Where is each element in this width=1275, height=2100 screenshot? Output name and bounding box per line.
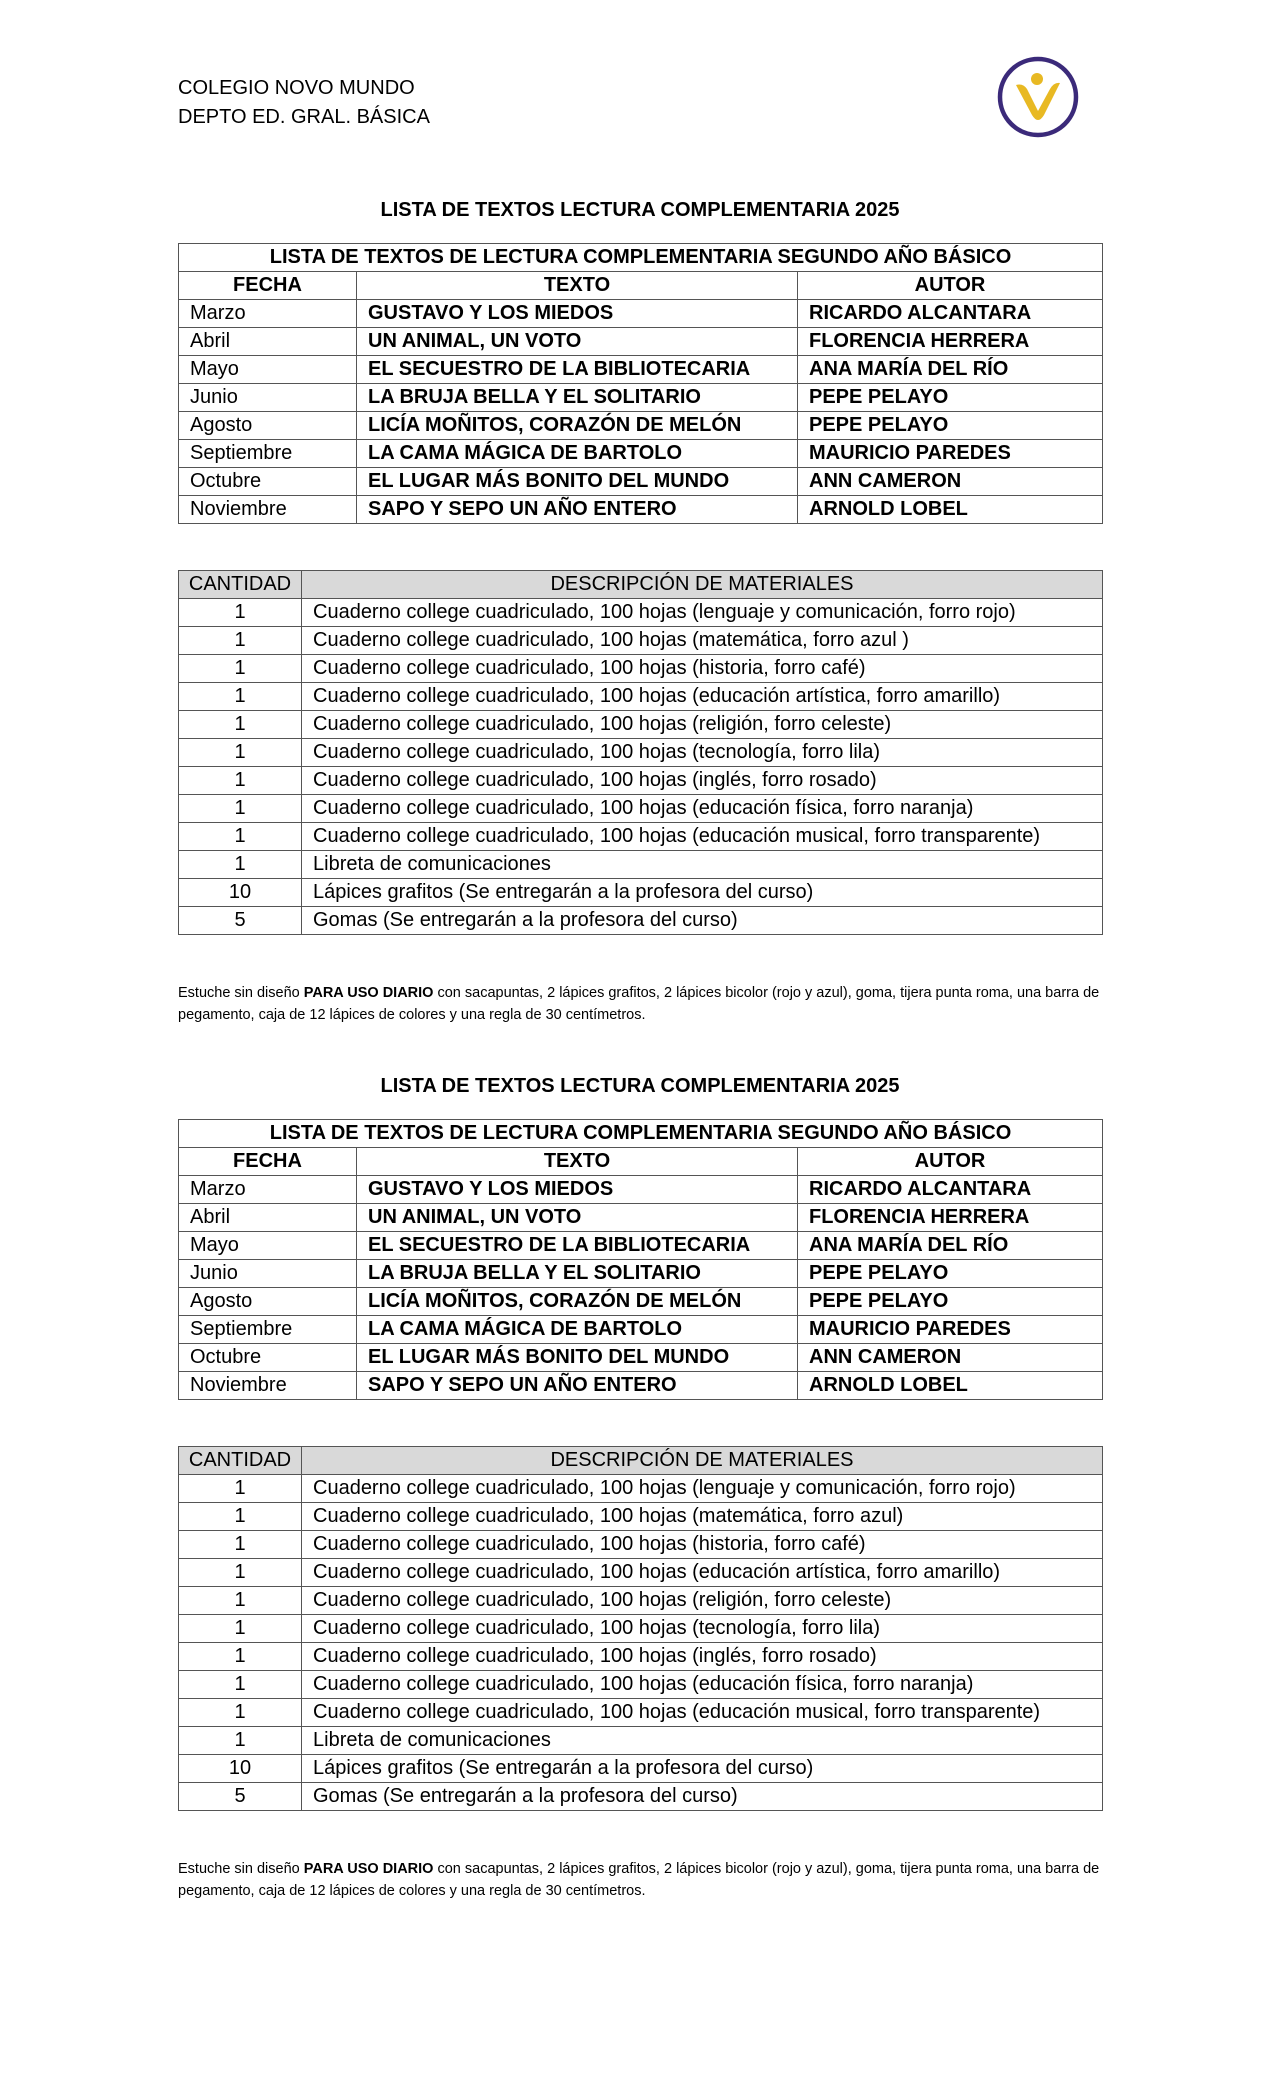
table-row bbox=[179, 1643, 1103, 1671]
book-title: LICÍA MOÑITOS, CORAZÓN DE MELÓN bbox=[357, 1288, 798, 1316]
material-quantity: 1 bbox=[179, 1699, 302, 1727]
col-header-cantidad: CANTIDAD bbox=[179, 1447, 302, 1475]
material-quantity: 1 bbox=[179, 1643, 302, 1671]
material-quantity: 1 bbox=[179, 1475, 302, 1503]
material-quantity: 1 bbox=[179, 1671, 302, 1699]
books-table bbox=[178, 1119, 1103, 1400]
book-month: Abril bbox=[179, 1204, 357, 1232]
book-title: EL LUGAR MÁS BONITO DEL MUNDO bbox=[357, 468, 798, 496]
book-month: Junio bbox=[179, 384, 357, 412]
book-month: Agosto bbox=[179, 1288, 357, 1316]
reading-list-section-1 bbox=[178, 196, 1102, 1041]
book-author: ARNOLD LOBEL bbox=[798, 1372, 1103, 1400]
table-row bbox=[179, 627, 1103, 655]
table-row bbox=[179, 599, 1103, 627]
table-row bbox=[179, 1475, 1103, 1503]
book-title: UN ANIMAL, UN VOTO bbox=[357, 328, 798, 356]
materials-table bbox=[178, 1446, 1103, 1811]
col-header-fecha: FECHA bbox=[179, 272, 357, 300]
table-row bbox=[179, 496, 1103, 524]
material-description: Libreta de comunicaciones bbox=[302, 1727, 1103, 1755]
col-header-cantidad: CANTIDAD bbox=[179, 571, 302, 599]
table-row bbox=[179, 739, 1103, 767]
table-row bbox=[179, 384, 1103, 412]
book-title: LA BRUJA BELLA Y EL SOLITARIO bbox=[357, 384, 798, 412]
book-title: EL SECUESTRO DE LA BIBLIOTECARIA bbox=[357, 356, 798, 384]
material-description: Lápices grafitos (Se entregarán a la profesora del curso) bbox=[302, 879, 1103, 907]
book-author: PEPE PELAYO bbox=[798, 1288, 1103, 1316]
book-title: LA BRUJA BELLA Y EL SOLITARIO bbox=[357, 1260, 798, 1288]
table-row bbox=[179, 1260, 1103, 1288]
book-month: Noviembre bbox=[179, 1372, 357, 1400]
material-description: Cuaderno college cuadriculado, 100 hojas (matemática, forro azul ) bbox=[302, 627, 1103, 655]
book-title: EL LUGAR MÁS BONITO DEL MUNDO bbox=[357, 1344, 798, 1372]
material-description: Cuaderno college cuadriculado, 100 hojas (educación musical, forro transparente) bbox=[302, 1699, 1103, 1727]
table-row bbox=[179, 1587, 1103, 1615]
material-quantity: 10 bbox=[179, 879, 302, 907]
book-author: MAURICIO PAREDES bbox=[798, 1316, 1103, 1344]
material-description: Cuaderno college cuadriculado, 100 hojas (inglés, forro rosado) bbox=[302, 1643, 1103, 1671]
section-title: LISTA DE TEXTOS LECTURA COMPLEMENTARIA 2025 bbox=[380, 1075, 900, 1097]
table-row bbox=[179, 1615, 1103, 1643]
material-description: Cuaderno college cuadriculado, 100 hojas (religión, forro celeste) bbox=[302, 1587, 1103, 1615]
col-header-autor: AUTOR bbox=[798, 1148, 1103, 1176]
book-month: Septiembre bbox=[179, 440, 357, 468]
material-description: Cuaderno college cuadriculado, 100 hojas (tecnología, forro lila) bbox=[302, 1615, 1103, 1643]
material-quantity: 1 bbox=[179, 1531, 302, 1559]
book-title: SAPO Y SEPO UN AÑO ENTERO bbox=[357, 496, 798, 524]
material-quantity: 5 bbox=[179, 1783, 302, 1811]
table-row bbox=[179, 1344, 1103, 1372]
material-quantity: 1 bbox=[179, 683, 302, 711]
table-row bbox=[179, 1232, 1103, 1260]
book-month: Octubre bbox=[179, 468, 357, 496]
table-row bbox=[179, 907, 1103, 935]
table-row bbox=[179, 1783, 1103, 1811]
book-author: ANA MARÍA DEL RÍO bbox=[798, 356, 1103, 384]
materials-table bbox=[178, 570, 1103, 935]
book-month: Abril bbox=[179, 328, 357, 356]
table-row bbox=[179, 711, 1103, 739]
col-header-descripcion: DESCRIPCIÓN DE MATERIALES bbox=[302, 1447, 1103, 1475]
table-row bbox=[179, 1372, 1103, 1400]
book-author: RICARDO ALCANTARA bbox=[798, 300, 1103, 328]
book-author: ANN CAMERON bbox=[798, 1344, 1103, 1372]
col-header-fecha: FECHA bbox=[179, 1148, 357, 1176]
book-title: GUSTAVO Y LOS MIEDOS bbox=[357, 300, 798, 328]
material-description: Cuaderno college cuadriculado, 100 hojas (lenguaje y comunicación, forro rojo) bbox=[302, 1475, 1103, 1503]
material-quantity: 1 bbox=[179, 1503, 302, 1531]
table-row bbox=[179, 795, 1103, 823]
book-author: ANN CAMERON bbox=[798, 468, 1103, 496]
material-quantity: 10 bbox=[179, 1755, 302, 1783]
table-row bbox=[179, 412, 1103, 440]
material-quantity: 1 bbox=[179, 627, 302, 655]
book-author: FLORENCIA HERRERA bbox=[798, 328, 1103, 356]
material-quantity: 1 bbox=[179, 767, 302, 795]
book-title: EL SECUESTRO DE LA BIBLIOTECARIA bbox=[357, 1232, 798, 1260]
table-row bbox=[179, 851, 1103, 879]
book-title: UN ANIMAL, UN VOTO bbox=[357, 1204, 798, 1232]
note-prefix: Estuche sin diseño bbox=[178, 1861, 304, 1877]
book-author: FLORENCIA HERRERA bbox=[798, 1204, 1103, 1232]
table-row bbox=[179, 328, 1103, 356]
novo-mundo-logo-icon bbox=[996, 55, 1080, 139]
table-row bbox=[179, 1176, 1103, 1204]
note-prefix: Estuche sin diseño bbox=[178, 985, 304, 1001]
material-description: Cuaderno college cuadriculado, 100 hojas (historia, forro café) bbox=[302, 655, 1103, 683]
book-title: LA CAMA MÁGICA DE BARTOLO bbox=[357, 1316, 798, 1344]
material-quantity: 1 bbox=[179, 599, 302, 627]
table-row bbox=[179, 767, 1103, 795]
material-quantity: 1 bbox=[179, 795, 302, 823]
material-description: Cuaderno college cuadriculado, 100 hojas (educación musical, forro transparente) bbox=[302, 823, 1103, 851]
table-row bbox=[179, 1559, 1103, 1587]
table-row bbox=[179, 879, 1103, 907]
books-table-caption: LISTA DE TEXTOS DE LECTURA COMPLEMENTARIA SEGUNDO AÑO BÁSICO bbox=[179, 244, 1103, 272]
school-name: COLEGIO NOVO MUNDO bbox=[178, 77, 415, 99]
books-table bbox=[178, 243, 1103, 524]
table-row bbox=[179, 1288, 1103, 1316]
material-description: Gomas (Se entregarán a la profesora del curso) bbox=[302, 907, 1103, 935]
material-description: Cuaderno college cuadriculado, 100 hojas (tecnología, forro lila) bbox=[302, 739, 1103, 767]
book-month: Junio bbox=[179, 1260, 357, 1288]
book-author: ARNOLD LOBEL bbox=[798, 496, 1103, 524]
table-row bbox=[179, 356, 1103, 384]
book-title: LICÍA MOÑITOS, CORAZÓN DE MELÓN bbox=[357, 412, 798, 440]
material-description: Cuaderno college cuadriculado, 100 hojas (lenguaje y comunicación, forro rojo) bbox=[302, 599, 1103, 627]
material-quantity: 1 bbox=[179, 1727, 302, 1755]
material-description: Cuaderno college cuadriculado, 100 hojas (historia, forro café) bbox=[302, 1531, 1103, 1559]
school-header bbox=[178, 74, 430, 132]
table-row bbox=[179, 440, 1103, 468]
material-description: Libreta de comunicaciones bbox=[302, 851, 1103, 879]
material-description: Cuaderno college cuadriculado, 100 hojas (educación física, forro naranja) bbox=[302, 795, 1103, 823]
books-table-caption: LISTA DE TEXTOS DE LECTURA COMPLEMENTARIA SEGUNDO AÑO BÁSICO bbox=[179, 1120, 1103, 1148]
book-title: SAPO Y SEPO UN AÑO ENTERO bbox=[357, 1372, 798, 1400]
col-header-autor: AUTOR bbox=[798, 272, 1103, 300]
note-emphasis: PARA USO DIARIO bbox=[303, 1861, 434, 1877]
table-row bbox=[179, 683, 1103, 711]
book-month: Mayo bbox=[179, 356, 357, 384]
material-description: Lápices grafitos (Se entregarán a la profesora del curso) bbox=[302, 1755, 1103, 1783]
col-header-descripcion: DESCRIPCIÓN DE MATERIALES bbox=[302, 571, 1103, 599]
pencil-case-note bbox=[178, 982, 1102, 1026]
table-row bbox=[179, 300, 1103, 328]
table-row bbox=[179, 1531, 1103, 1559]
table-row bbox=[179, 655, 1103, 683]
book-author: PEPE PELAYO bbox=[798, 384, 1103, 412]
material-quantity: 1 bbox=[179, 655, 302, 683]
material-quantity: 1 bbox=[179, 823, 302, 851]
material-quantity: 1 bbox=[179, 739, 302, 767]
book-author: PEPE PELAYO bbox=[798, 1260, 1103, 1288]
reading-list-section-2 bbox=[178, 1072, 1102, 1917]
table-row bbox=[179, 1727, 1103, 1755]
book-author: MAURICIO PAREDES bbox=[798, 440, 1103, 468]
book-month: Septiembre bbox=[179, 1316, 357, 1344]
note-suffix: con sacapuntas, 2 lápices grafitos, 2 lápices bicolor (rojo y azul), goma, tijera punta roma, una barra de pegamento, caja de 12 lápices de colores y una regla de 30 centímetros. bbox=[178, 985, 1100, 1023]
book-author: ANA MARÍA DEL RÍO bbox=[798, 1232, 1103, 1260]
book-month: Marzo bbox=[179, 300, 357, 328]
material-description: Cuaderno college cuadriculado, 100 hojas (matemática, forro azul) bbox=[302, 1503, 1103, 1531]
book-month: Noviembre bbox=[179, 496, 357, 524]
book-title: LA CAMA MÁGICA DE BARTOLO bbox=[357, 440, 798, 468]
material-description: Cuaderno college cuadriculado, 100 hojas (educación física, forro naranja) bbox=[302, 1671, 1103, 1699]
section-title: LISTA DE TEXTOS LECTURA COMPLEMENTARIA 2025 bbox=[380, 199, 900, 221]
table-row bbox=[179, 823, 1103, 851]
material-description: Cuaderno college cuadriculado, 100 hojas (inglés, forro rosado) bbox=[302, 767, 1103, 795]
material-description: Gomas (Se entregarán a la profesora del curso) bbox=[302, 1783, 1103, 1811]
table-row bbox=[179, 1204, 1103, 1232]
note-suffix: con sacapuntas, 2 lápices grafitos, 2 lápices bicolor (rojo y azul), goma, tijera punta roma, una barra de pegamento, caja de 12 lápices de colores y una regla de 30 centímetros. bbox=[178, 1861, 1100, 1899]
material-quantity: 1 bbox=[179, 1615, 302, 1643]
table-row bbox=[179, 1671, 1103, 1699]
col-header-texto: TEXTO bbox=[357, 272, 798, 300]
table-row bbox=[179, 468, 1103, 496]
pencil-case-note bbox=[178, 1858, 1102, 1902]
table-row bbox=[179, 1699, 1103, 1727]
table-row bbox=[179, 1503, 1103, 1531]
book-month: Marzo bbox=[179, 1176, 357, 1204]
material-description: Cuaderno college cuadriculado, 100 hojas (religión, forro celeste) bbox=[302, 711, 1103, 739]
department-name: DEPTO ED. GRAL. BÁSICA bbox=[178, 106, 430, 128]
book-author: RICARDO ALCANTARA bbox=[798, 1176, 1103, 1204]
material-quantity: 1 bbox=[179, 711, 302, 739]
col-header-texto: TEXTO bbox=[357, 1148, 798, 1176]
material-quantity: 1 bbox=[179, 1559, 302, 1587]
book-author: PEPE PELAYO bbox=[798, 412, 1103, 440]
table-row bbox=[179, 1316, 1103, 1344]
book-title: GUSTAVO Y LOS MIEDOS bbox=[357, 1176, 798, 1204]
material-quantity: 1 bbox=[179, 851, 302, 879]
material-description: Cuaderno college cuadriculado, 100 hojas (educación artística, forro amarillo) bbox=[302, 683, 1103, 711]
table-row bbox=[179, 1755, 1103, 1783]
material-description: Cuaderno college cuadriculado, 100 hojas (educación artística, forro amarillo) bbox=[302, 1559, 1103, 1587]
note-emphasis: PARA USO DIARIO bbox=[303, 985, 434, 1001]
book-month: Agosto bbox=[179, 412, 357, 440]
material-quantity: 5 bbox=[179, 907, 302, 935]
book-month: Octubre bbox=[179, 1344, 357, 1372]
material-quantity: 1 bbox=[179, 1587, 302, 1615]
book-month: Mayo bbox=[179, 1232, 357, 1260]
